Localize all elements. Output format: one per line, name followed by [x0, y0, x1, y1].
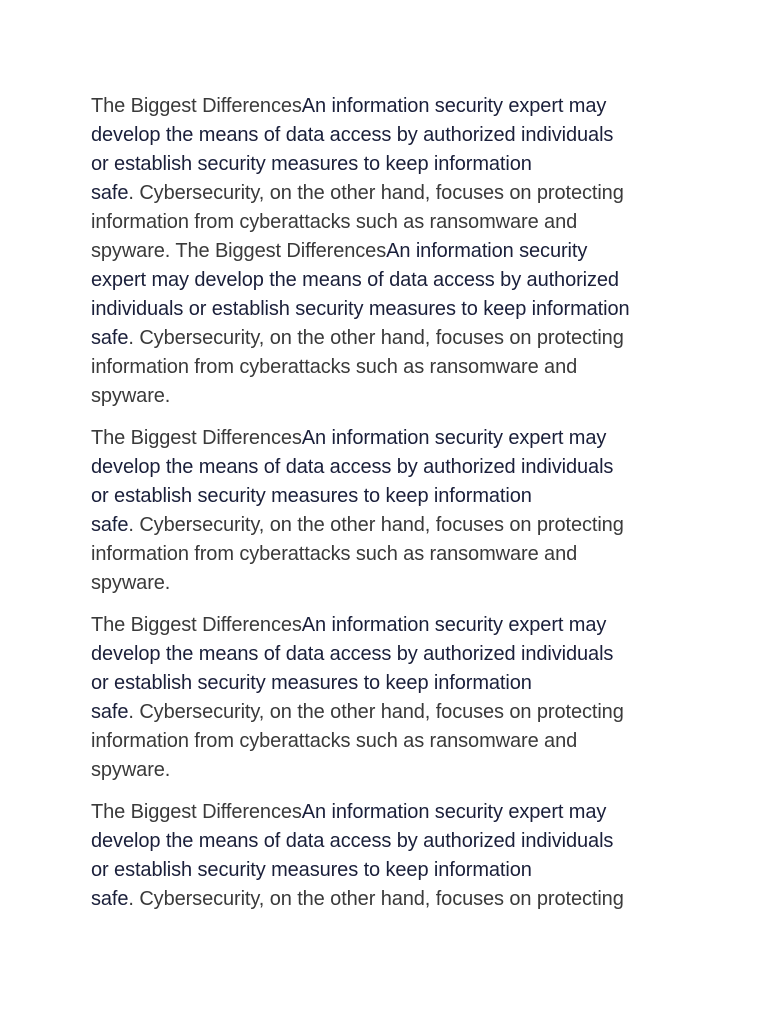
text-segment: or establish security measures to keep information: [91, 153, 532, 175]
text-segment: . Cybersecurity, on the other hand, focuses on protecting: [128, 182, 624, 204]
text-segment: develop the means of data access by authorized individuals: [91, 643, 614, 665]
text-segment: spyware.: [91, 572, 171, 594]
text-segment: or establish security measures to keep information: [91, 672, 532, 694]
text-segment: spyware.: [91, 759, 171, 781]
text-segment: information from cyberattacks such as ransomware and: [91, 211, 578, 233]
text-segment: An information security expert may: [301, 801, 607, 823]
text-segment: information from cyberattacks such as ransomware and: [91, 730, 578, 752]
text-segment: An information security expert may: [301, 95, 607, 117]
text-segment: or establish security measures to keep information: [91, 485, 532, 507]
text-segment: An information security expert may: [301, 427, 607, 449]
text-segment: develop the means of data access by authorized individuals: [91, 456, 614, 478]
text-segment: . Cybersecurity, on the other hand, focuses on protecting: [128, 701, 624, 723]
text-segment: information from cyberattacks such as ransomware and: [91, 543, 578, 565]
paragraph-3: [91, 611, 676, 785]
paragraph-2: [91, 424, 676, 598]
document-page: [91, 92, 676, 927]
text-segment: An information security: [386, 240, 588, 262]
text-segment: The Biggest Differences: [91, 95, 302, 117]
text-segment: . Cybersecurity, on the other hand, focuses on protecting: [128, 514, 624, 536]
text-segment: The Biggest Differences: [91, 614, 302, 636]
text-segment: expert may develop the means of data access by authorized: [91, 269, 619, 291]
paragraph-1: [91, 92, 676, 411]
text-segment: An information security expert may: [301, 614, 607, 636]
text-segment: spyware.: [91, 385, 171, 407]
text-segment: spyware. The Biggest Differences: [91, 240, 387, 262]
text-segment: . Cybersecurity, on the other hand, focuses on protecting: [128, 327, 624, 349]
text-segment: The Biggest Differences: [91, 427, 302, 449]
text-segment: or establish security measures to keep information: [91, 859, 532, 881]
text-segment: develop the means of data access by authorized individuals: [91, 124, 614, 146]
text-segment: safe: [91, 888, 129, 910]
text-segment: . Cybersecurity, on the other hand, focuses on protecting: [128, 888, 624, 910]
paragraph-4: [91, 798, 676, 914]
text-segment: safe: [91, 182, 129, 204]
text-segment: develop the means of data access by authorized individuals: [91, 830, 614, 852]
text-segment: safe: [91, 327, 129, 349]
text-segment: individuals or establish security measures to keep information: [91, 298, 630, 320]
text-segment: The Biggest Differences: [91, 801, 302, 823]
text-segment: safe: [91, 514, 129, 536]
text-segment: information from cyberattacks such as ransomware and: [91, 356, 578, 378]
text-segment: safe: [91, 701, 129, 723]
